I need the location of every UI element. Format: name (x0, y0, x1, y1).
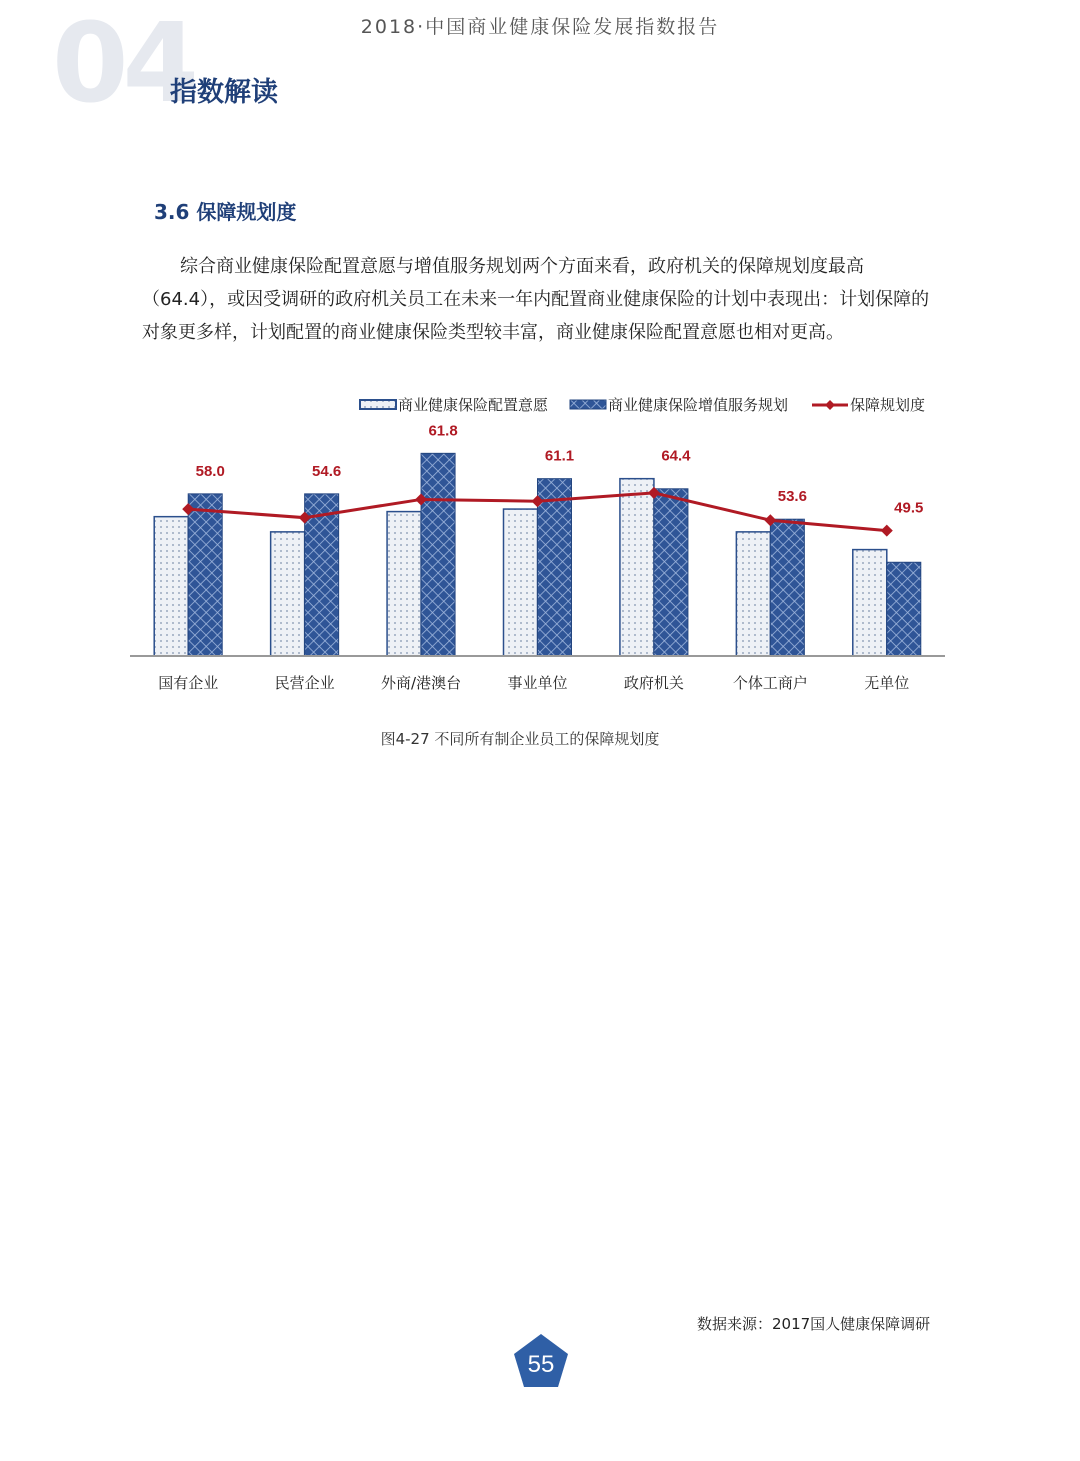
data-label-6: 49.5 (894, 499, 924, 517)
bar-service-plan-0 (188, 494, 222, 656)
bar-service-plan-5 (770, 519, 804, 656)
bar-willingness-2 (387, 512, 421, 656)
bar-willingness-0 (154, 517, 188, 656)
x-tick-label-5: 个体工商户 (732, 674, 808, 692)
bar-willingness-5 (736, 532, 770, 656)
data-label-4: 64.4 (661, 447, 691, 465)
page-number-badge (512, 1332, 570, 1390)
x-tick-label-6: 无单位 (864, 674, 910, 692)
data-label-1: 54.6 (312, 462, 342, 480)
data-label-0: 58.0 (195, 462, 225, 480)
bar-line-chart (110, 380, 960, 710)
source-note: 数据来源：2017国人健康保障调研 (697, 1315, 931, 1333)
legend-label-service-plan: 商业健康保险增值服务规划 (608, 396, 789, 414)
legend-label-willingness: 商业健康保险配置意愿 (398, 396, 549, 414)
bar-willingness-4 (620, 479, 654, 656)
figure-caption: 图4-27 不同所有制企业员工的保障规划度 (380, 730, 660, 748)
legend-marker-score (825, 400, 835, 410)
report-title: 2018·中国商业健康保险发展指数报告 (360, 16, 720, 38)
x-tick-label-3: 事业单位 (507, 674, 568, 692)
data-label-3: 61.1 (544, 447, 575, 465)
data-label-2: 61.8 (428, 422, 458, 440)
bar-willingness-6 (853, 550, 887, 656)
bar-willingness-3 (504, 509, 538, 656)
legend-swatch-service-plan (570, 400, 606, 409)
x-tick-label-2: 外商/港澳台 (381, 674, 462, 692)
legend-label-score: 保障规划度 (850, 396, 926, 414)
page-number: 55 (527, 1351, 555, 1378)
chapter-name: 指数解读 (170, 77, 278, 108)
x-tick-label-1: 民营企业 (274, 674, 335, 692)
data-label-5: 53.6 (777, 488, 807, 506)
section-title: 3.6 保障规划度 (154, 200, 297, 224)
chapter-number: 04 (52, 0, 194, 127)
line-point-6 (881, 525, 893, 537)
x-tick-label-0: 国有企业 (158, 674, 219, 692)
x-tick-label-4: 政府机关 (623, 674, 684, 692)
body-paragraph: 综合商业健康保险配置意愿与增值服务规划两个方面来看，政府机关的保障规划度最高（64.4），或因受调研的政府机关员工在未来一年内配置商业健康保险的计划中表现出：计划保障的对象更多样，计划配置的商业健康保险类型较丰富，商业健康保险配置意愿也相对更高。 (142, 256, 930, 343)
bar-service-plan-6 (887, 562, 921, 656)
legend-swatch-willingness (360, 400, 396, 409)
bar-service-plan-4 (654, 489, 688, 656)
bar-willingness-1 (271, 532, 305, 656)
bar-service-plan-2 (421, 453, 455, 656)
bar-service-plan-3 (538, 479, 572, 656)
